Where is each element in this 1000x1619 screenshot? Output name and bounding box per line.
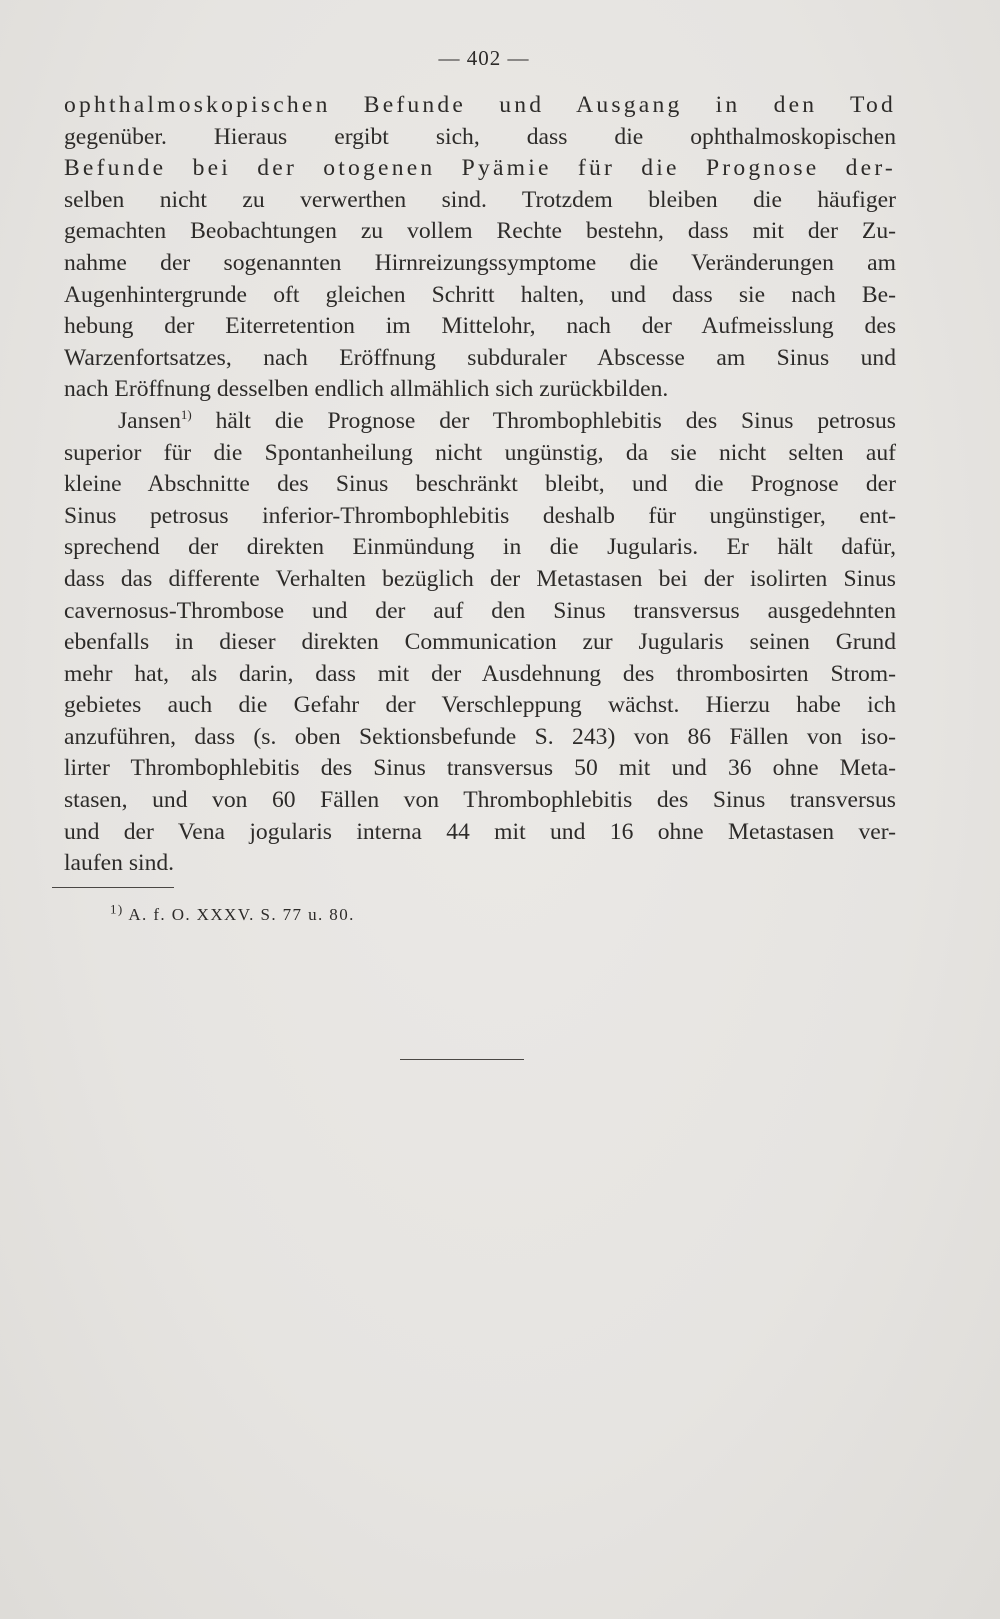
text-line: gegenüber. Hieraus ergibt sich, dass die ophthalmoskopischen [64, 123, 896, 150]
text-line: Befunde bei der otogenen Pyämie für die Prognose der- [64, 155, 896, 182]
text-line: sprechend der direkten Einmündung in die Jugularis. Er hält dafür, [64, 534, 896, 561]
text-line: nach Eröffnung desselben endlich allmählich sich zurückbilden. [64, 376, 669, 403]
text-line: anzuführen, dass (s. oben Sektionsbefunde S. 243) von 86 Fällen von iso- [64, 723, 896, 750]
text-line: lirter Thrombophlebitis des Sinus transversus 50 mit und 36 ohne Meta- [64, 755, 896, 782]
text-line: superior für die Spontanheilung nicht ungünstig, da sie nicht selten auf [64, 439, 896, 466]
paragraph-1 [64, 90, 896, 406]
section-end-rule [400, 1059, 524, 1060]
text-line: dass das differente Verhalten bezüglich der Metastasen bei der isolirten Sinus [64, 565, 896, 592]
text-line: ebenfalls in dieser direkten Communication zur Jugularis seinen Grund [64, 629, 896, 656]
text-line: selben nicht zu verwerthen sind. Trotzdem bleiben die häufiger [64, 186, 896, 213]
footnote-text: A. f. O. XXXV. S. 77 u. 80. [123, 905, 355, 924]
text-line: Augenhintergrunde oft gleichen Schritt halten, und dass sie nach Be- [64, 281, 896, 308]
text-line: Warzenfortsatzes, nach Eröffnung subduraler Abscesse am Sinus und [64, 344, 896, 371]
text-line: gemachten Beobachtungen zu vollem Rechte bestehn, dass mit der Zu- [64, 218, 896, 245]
text-line: hebung der Eiterretention im Mittelohr, nach der Aufmeisslung des [64, 313, 896, 340]
text-line: gebietes auch die Gefahr der Verschleppung wächst. Hierzu habe ich [64, 692, 896, 719]
text-line: kleine Abschnitte des Sinus beschränkt bleibt, und die Prognose der [64, 471, 896, 498]
text-line: mehr hat, als darin, dass mit der Ausdehnung des thrombosirten Strom- [64, 660, 896, 687]
text-line: Sinus petrosus inferior-Thrombophlebitis deshalb für ungünstiger, ent- [64, 502, 896, 529]
text-line [64, 406, 896, 438]
footnote-reference: 1) [180, 407, 192, 423]
author-name: Jansen [118, 407, 181, 434]
footnote [110, 901, 355, 925]
body-text [64, 90, 896, 880]
text-line: stasen, und von 60 Fällen von Thrombophlebitis des Sinus transversus [64, 787, 896, 814]
text-line: und der Vena jogularis interna 44 mit und 16 ohne Metastasen ver- [64, 818, 896, 845]
text-line: laufen sind. [64, 850, 175, 877]
text-line-rest: hält die Prognose der Thrombophlebitis des Sinus petrosus [191, 407, 896, 434]
footnote-separator [52, 887, 174, 888]
page-number: — 402 — [438, 46, 530, 70]
text-line: ophthalmoskopischen Befunde und Ausgang in den Tod [64, 92, 896, 118]
text-line: cavernosus-Thrombose und der auf den Sinus transversus ausgedehnten [64, 597, 896, 624]
text-line: nahme der sogenannten Hirnreizungssymptome die Veränderungen am [64, 249, 896, 276]
paragraph-2 [64, 406, 896, 880]
footnote-marker: 1) [110, 901, 124, 917]
